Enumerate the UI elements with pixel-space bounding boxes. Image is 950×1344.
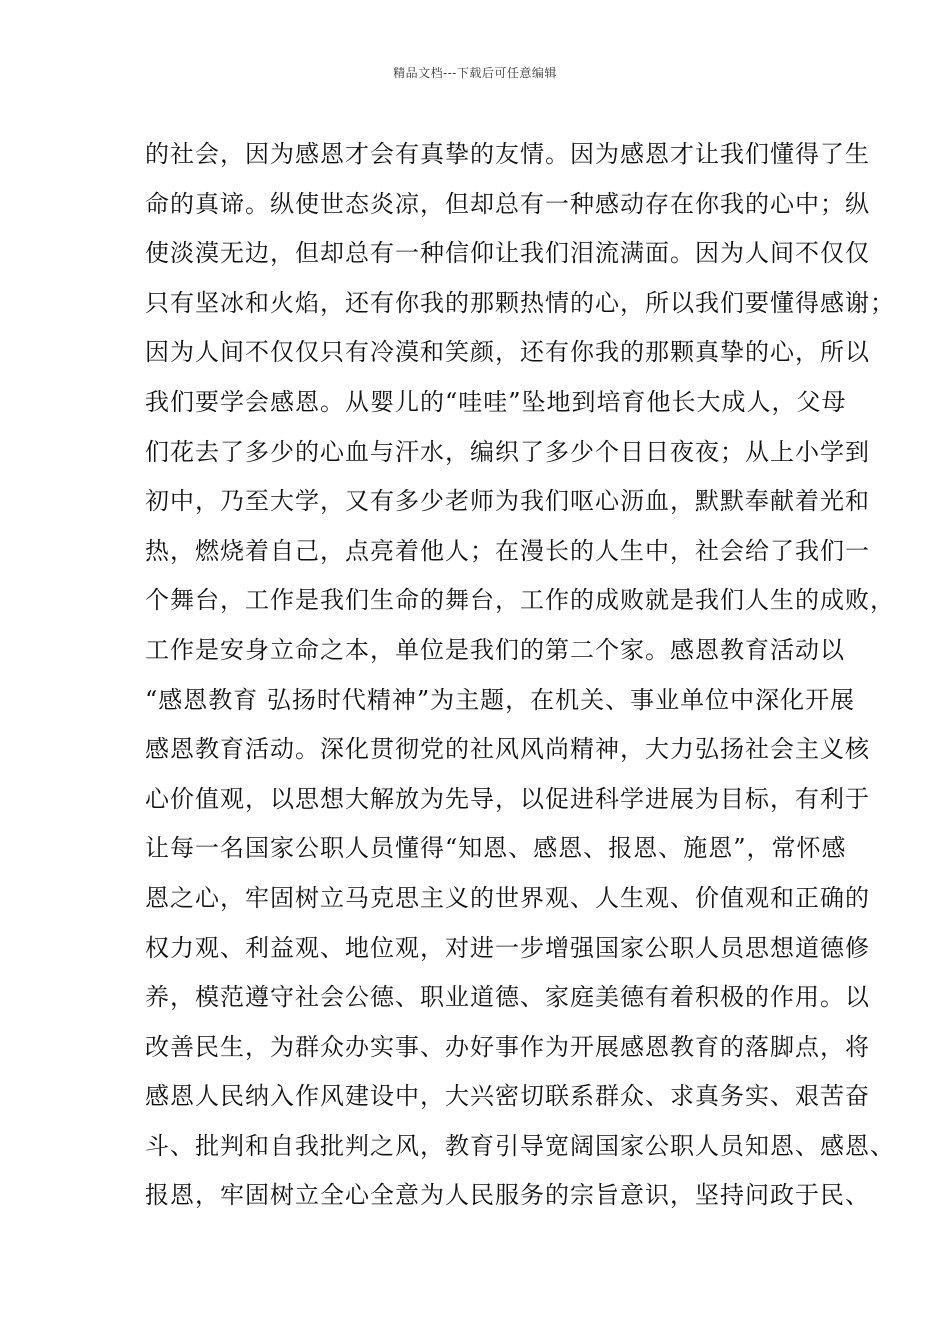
text-line: 使淡漠无边，但却总有一种信仰让我们泪流满面。因为人间不仅仅	[145, 239, 870, 268]
text-line: 们花去了多少的心血与汗水，编织了多少个日日夜夜；从上小学到	[145, 437, 870, 466]
text-line: 让每一名国家公职人员懂得“知恩、感恩、报恩、施恩”，常怀感	[145, 834, 847, 863]
text-line: 权力观、利益观、地位观，对进一步增强国家公职人员思想道德修	[145, 933, 870, 962]
text-line: 工作是安身立命之本，单位是我们的第二个家。感恩教育活动以	[145, 635, 845, 664]
text-line: 初中，乃至大学，又有多少老师为我们呕心沥血，默默奉献着光和	[145, 487, 870, 516]
text-line: 恩之心，牢固树立马克思主义的世界观、人生观、价值观和正确的	[145, 883, 870, 912]
text-line: 感恩教育活动。深化贯彻党的社风风尚精神，大力弘扬社会主义核	[145, 735, 870, 764]
text-line: 感恩人民纳入作风建设中，大兴密切联系群众、求真务实、艰苦奋	[145, 1082, 870, 1111]
page-header: 精品文档---下载后可任意编辑	[393, 66, 557, 80]
text-line: 斗、批判和自我批判之风，教育引导宽阔国家公职人员知恩、感恩、	[145, 1131, 895, 1160]
text-line: 养，模范遵守社会公德、职业道德、家庭美德有着积极的作用。以	[145, 983, 870, 1012]
text-line: 的社会，因为感恩才会有真挚的友情。因为感恩才让我们懂得了生	[145, 140, 870, 168]
text-line: 因为人间不仅仅只有冷漠和笑颜，还有你我的那颗真挚的心，所以	[145, 338, 870, 367]
text-line: 改善民生，为群众办实事、办好事作为开展感恩教育的落脚点，将	[145, 1032, 870, 1061]
text-line: “感恩教育 弘扬时代精神”为主题，在机关、事业单位中深化开展	[145, 685, 856, 714]
text-line: 报恩，牢固树立全心全意为人民服务的宗旨意识，坚持问政于民、	[145, 1181, 870, 1210]
body-paragraph	[145, 130, 895, 1221]
text-line: 命的真谛。纵使世态炎凉，但却总有一种感动存在你我的心中；纵	[145, 189, 870, 218]
text-line: 个舞台，工作是我们生命的舞台，工作的成败就是我们人生的成败，	[145, 586, 895, 615]
text-line: 我们要学会感恩。从婴儿的“哇哇”坠地到培育他长大成人，父母	[145, 387, 847, 416]
text-line: 热，燃烧着自己，点亮着他人；在漫长的人生中，社会给了我们一	[145, 536, 870, 565]
text-line: 心价值观，以思想大解放为先导，以促进科学进展为目标，有利于	[145, 784, 870, 813]
text-line: 只有坚冰和火焰，还有你我的那颗热情的心，所以我们要懂得感谢；	[145, 288, 895, 317]
